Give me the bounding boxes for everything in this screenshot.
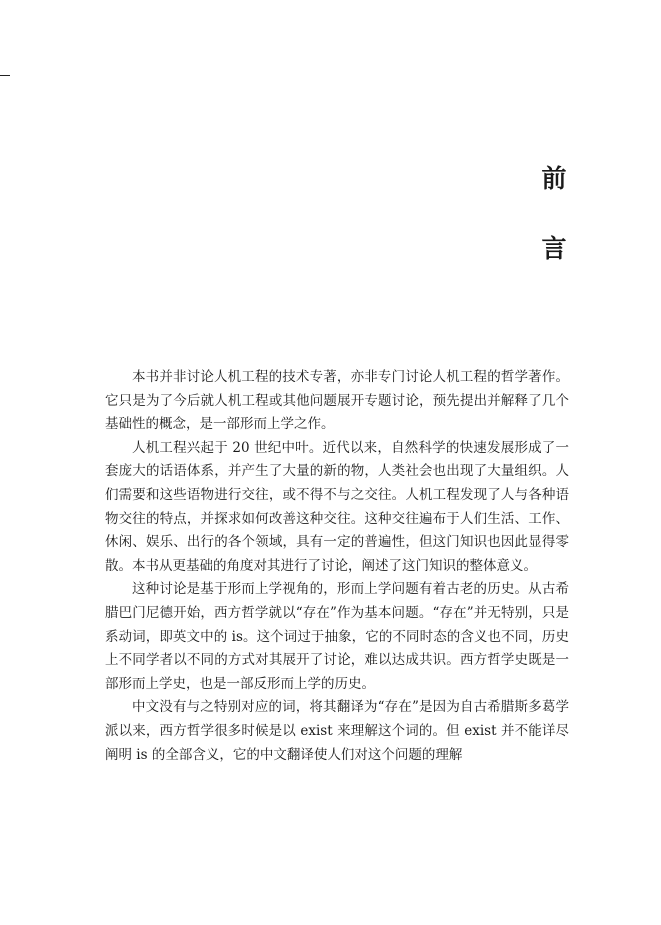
body-text (105, 366, 569, 767)
paragraph: 这种讨论是基于形而上学视角的，形而上学问题有着古老的历史。从古希腊巴门尼德开始，西方哲学就以“存在”作为基本问题。“存在”并无特别，只是系动词，即英文中的 is。这个词过于抽象，它的不同时态的含义也不同，历史上不同学者以不同的方式对其展开了讨论，难以达成共识。西方哲学史既是一部形而上学史，也是一部反形而上学的历史。 (105, 581, 569, 692)
paragraph: 中文没有与之特别对应的词，将其翻译为“存在”是因为自古希腊斯多葛学派以来，西方哲学很多时候是以 exist 来理解这个词的。但 exist 并不能详尽阐明 is 的全部含义，它的中文翻译使人们对这个问题的理解 (105, 699, 569, 763)
paragraph: 人机工程兴起于 20 世纪中叶。近代以来，自然科学的快速发展形成了一套庞大的话语体系，并产生了大量的新的物，人类社会也出现了大量组织。人们需要和这些语物进行交往，或不得不与之交往。人机工程发现了人与各种语物交往的特点，并探求如何改善这种交往。这种交往遍布于人们生活、工作、休闲、娱乐、出行的各个领域，具有一定的普遍性，但这门知识也因此显得零散。本书从更基础的角度对其进行了讨论，阐述了这门知识的整体意义。 (105, 439, 569, 574)
heading-char-2: 言 (541, 234, 567, 263)
heading-char-1: 前 (541, 164, 567, 193)
paragraph: 本书并非讨论人机工程的技术专著，亦非专门讨论人机工程的哲学著作。它只是为了今后就人机工程或其他问题展开专题讨论，预先提出并解释了几个基础性的概念，是一部形而上学之作。 (105, 369, 569, 433)
page-edge-mark (0, 75, 10, 76)
